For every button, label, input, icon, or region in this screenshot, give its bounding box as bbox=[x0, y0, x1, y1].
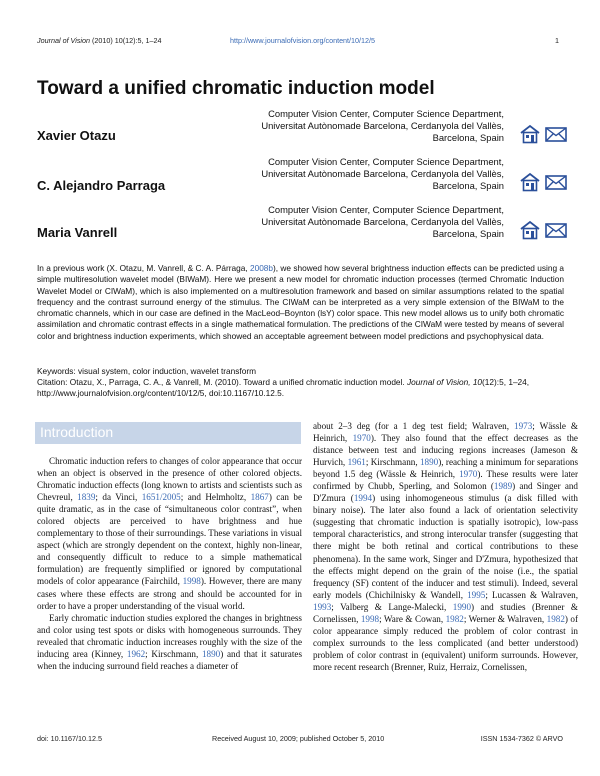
reference-year-link[interactable]: 1982 bbox=[445, 613, 464, 624]
paragraph-text: ) can be quite dramatic, as in the case of “simultaneous color contrast”, when colored objects are perceived to have brightness and hue complementary to those of their surroundings. These variations in visual aspect (which are strongly dependent on the context, highly non-linear, and consequently difficult to reduce to a simple mathematical formulation) are frequently simplified or ignored by computational models of color appearance (Fairchild, bbox=[37, 492, 302, 587]
homepage-icon[interactable] bbox=[519, 220, 541, 240]
running-head bbox=[37, 36, 563, 48]
section-heading-band bbox=[35, 422, 301, 444]
article-title: Toward a unified chromatic induction model bbox=[37, 78, 435, 99]
paragraph-text: ; Kirschmann, bbox=[145, 648, 202, 659]
paragraph-text: ). They also found that the effect decreases as the distance between test and inducing regions increases (Jameson & Hurvich, bbox=[313, 433, 578, 468]
email-icon[interactable] bbox=[545, 223, 567, 238]
abstract: In a previous work (X. Otazu, M. Vanrell, & C. A. Párraga, 2008b), we showed how several brightness induction effects can be predicted using a simple multiresolution wavelet model (BIWaM). Here we present a new model for chromatic induction processes (termed Chromatic Induction Wavelet Model or CIWaM), which is also implemented on a multiresolution framework and based on similar assumptions related to the spatial frequency and the contrast surround energy of the stimulus. The CIWaM can be interpreted as a very simple extension of the BIWaM to the chromatic channels, which in our case are defined in the MacLeod–Boynton (lsY) color space. This new model allows us to unify both chromatic assimilation and chromatic contrast effects in a single mathematical formulation. The predictions of the CIWaM were tested by means of several color and brightness induction experiments, which showed an acceptable agreement between model predictions and psychophysical data. bbox=[37, 263, 564, 341]
reference-year-link[interactable]: 1994 bbox=[353, 493, 373, 504]
author-block bbox=[37, 156, 567, 202]
reference-year-link[interactable]: 1998 bbox=[360, 613, 380, 624]
paragraph-text: ), reaching a minimum for separations beyond 1.5 deg (Wässle & Heinrich, bbox=[313, 457, 579, 480]
author-affiliation: Computer Vision Center, Computer Science Department, Universitat Autònomade Barcelona, Cerdanyola del Vallès, Barcelona, Spain bbox=[261, 156, 504, 191]
reference-year-link[interactable]: 1993 bbox=[313, 601, 332, 612]
reference-year-link[interactable]: 1973 bbox=[514, 421, 533, 431]
paragraph-text: ; and Helmholtz, bbox=[180, 492, 251, 503]
running-head-journal: Journal of Vision (2010) 10(12):5, 1–24 bbox=[37, 36, 162, 45]
reference-year-link[interactable]: 1651/2005 bbox=[141, 492, 181, 503]
reference-year-link[interactable]: 1962 bbox=[126, 648, 146, 659]
reference-year-link[interactable]: 1867 bbox=[250, 492, 269, 503]
page-number: 1 bbox=[555, 36, 559, 45]
left-column bbox=[37, 455, 302, 672]
paragraph-text: Chromatic induction refers to changes of color appearance that occur when an object is observed in the presence of other colored objects. Chromatic induction effects (long known to artists and scientists such as Chevreul, bbox=[37, 456, 302, 503]
reference-year-link[interactable]: 1890 bbox=[201, 648, 221, 659]
email-icon[interactable] bbox=[545, 175, 567, 190]
paragraph-text: ; Valberg & Lange-Malecki, bbox=[331, 601, 453, 612]
paragraph-text: ; Wässle & Heinrich, bbox=[313, 421, 578, 444]
reference-year-link[interactable]: 1970 bbox=[352, 433, 371, 444]
paragraph-text: ; Kirschmann, bbox=[365, 457, 420, 468]
footer-issn: ISSN 1534-7362 © ARVO bbox=[480, 734, 563, 743]
article-url-link[interactable]: http://www.journalofvision.org/content/10/12/5 bbox=[230, 36, 376, 45]
paragraph-text: ) and that it saturates when the inducing surround field reaches a diameter of bbox=[37, 648, 302, 671]
reference-year-link[interactable]: 1989 bbox=[493, 481, 513, 492]
footer-doi: doi: 10.1167/10.12.5 bbox=[37, 734, 103, 743]
paragraph-text: about 2–3 deg (for a 1 deg test field; Walraven, bbox=[313, 421, 514, 431]
paragraph-text: ) and Singer and D'Zmura ( bbox=[313, 481, 578, 504]
email-icon[interactable] bbox=[545, 127, 567, 142]
reference-year-link[interactable]: 1890 bbox=[419, 457, 439, 468]
paragraph-text: ) of color appearance simply reduced the problem of color contrast in complex surrounds to the less complicated (and better understood) problem of color contrast in (equivalent) uniform surrounds. However, more recent research (Brenner, Ruiz, Herraiz, Cornelissen, bbox=[313, 613, 579, 672]
abstract-reference-link[interactable]: 2008b bbox=[249, 263, 274, 273]
section-heading: Introduction bbox=[40, 424, 114, 440]
paragraph-text: Early chromatic induction studies explored the changes in brightness and color using test spots or disks with homogeneous surrounds. They revealed that chromatic induction increases roughly with the size of the inducing area (Kinney, bbox=[37, 612, 302, 659]
reference-year-link[interactable]: 1970 bbox=[459, 469, 478, 480]
keywords: Keywords: visual system, color induction, wavelet transform bbox=[37, 366, 257, 376]
reference-year-link[interactable]: 1961 bbox=[347, 457, 366, 468]
paragraph-text: ; Ware & Cowan, bbox=[379, 613, 446, 624]
reference-year-link[interactable]: 1990 bbox=[452, 601, 472, 612]
author-name: Xavier Otazu bbox=[37, 128, 116, 143]
reference-year-link[interactable]: 1982 bbox=[546, 613, 565, 624]
paragraph-text: ; Lucassen & Walraven, bbox=[485, 589, 578, 600]
reference-year-link[interactable]: 1995 bbox=[467, 589, 486, 600]
author-name: Maria Vanrell bbox=[37, 225, 118, 240]
reference-year-link[interactable]: 1839 bbox=[77, 492, 96, 503]
paragraph-text: ). However, there are many cases where these effects are strong and should be accounted for in order to have a proper understanding of the visual world. bbox=[37, 576, 302, 611]
author-block bbox=[37, 108, 567, 154]
paragraph-text: ) using inhomogeneous stimulus (a disk filled with binary noise). The later also found a lack of orientation selectivity (suggesting that chromatic induction is spatially isotropic), low-pass temporal characteristics, and strong interocular transfer (suggesting that there might be both retinal and cortical contributions to these phenomena). In the same work, Singer and D'Zmura, hypothesized that the effects might depend on the grain of the noise (i.e., the spatial frequency (SF) content of the inducer and test stimuli). Indeed, several early models (Chichilnisky & Wandell, bbox=[313, 493, 578, 600]
footer-received-date: Received August 10, 2009; published October 5, 2010 bbox=[212, 734, 385, 743]
author-affiliation: Computer Vision Center, Computer Science Department, Universitat Autònomade Barcelona, Cerdanyola del Vallès, Barcelona, Spain bbox=[261, 204, 504, 239]
paragraph-text: ) and studies (Brenner & Cornelissen, bbox=[313, 601, 578, 624]
paragraph-text: ). These results were later confirmed by Chubb, Sperling, and Solomon ( bbox=[313, 469, 578, 492]
paragraph bbox=[37, 455, 302, 612]
paragraph bbox=[313, 420, 578, 673]
author-block bbox=[37, 204, 567, 250]
citation: Citation: Otazu, X., Parraga, C. A., & Vanrell, M. (2010). Toward a unified chromatic induction model. Journal of Vision, 10(12):5, 1–24, http://www.journalofvision.org/content/10/12/5, doi:10.1167/10.12.5. bbox=[37, 377, 530, 399]
reference-year-link[interactable]: 1998 bbox=[182, 576, 201, 587]
paragraph bbox=[37, 612, 302, 672]
homepage-icon[interactable] bbox=[519, 124, 541, 144]
page-footer bbox=[37, 734, 563, 746]
author-affiliation: Computer Vision Center, Computer Science Department, Universitat Autònomade Barcelona, Cerdanyola del Vallès, Barcelona, Spain bbox=[261, 108, 504, 143]
right-column bbox=[313, 420, 578, 673]
paragraph-text: ; Werner & Walraven, bbox=[463, 613, 547, 624]
homepage-icon[interactable] bbox=[519, 172, 541, 192]
paragraph-text: ; da Vinci, bbox=[95, 492, 142, 503]
author-name: C. Alejandro Parraga bbox=[37, 178, 166, 193]
